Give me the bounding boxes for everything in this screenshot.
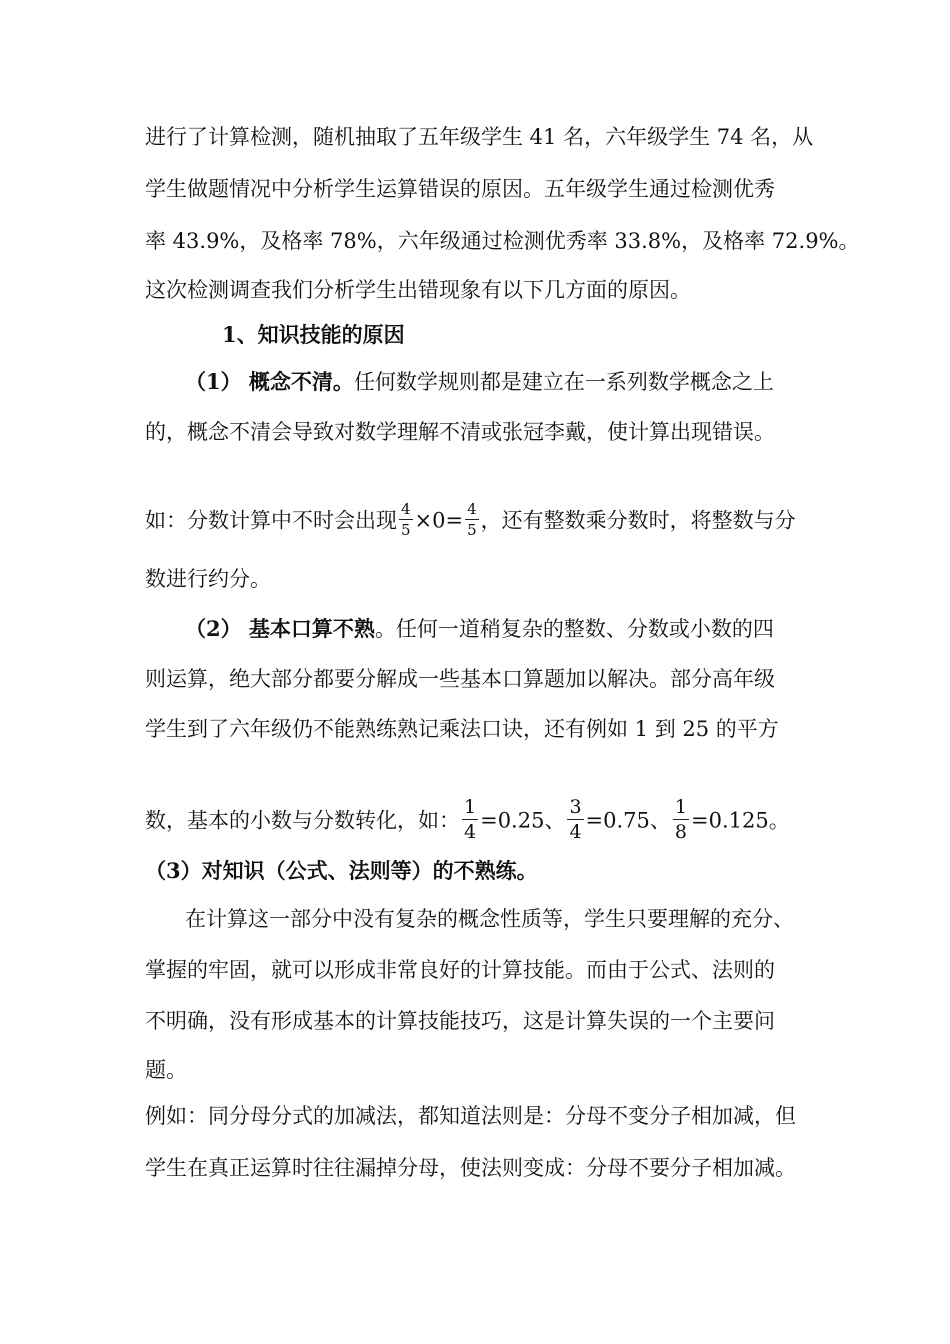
example3-line-1: 例如：同分母分式的加减法，都知道法则是：分母不变分子相加减，但 [145, 1104, 796, 1128]
fraction-value: =0.125。 [691, 808, 790, 833]
fraction-one-eighth [673, 798, 689, 842]
fraction-denominator: 4 [569, 821, 582, 843]
fraction-denominator: 5 [467, 521, 477, 539]
example1-prefix: 如：分数计算中不时会出现 [145, 508, 397, 533]
item1-line-1 [185, 369, 774, 395]
example1-line-1 [145, 500, 796, 540]
item3-line-2: 掌握的牢固，就可以形成非常良好的计算技能。而由于公式、法则的 [145, 958, 775, 982]
item2-line-2: 则运算，绝大部分都要分解成一些基本口算题加以解决。部分高年级 [145, 667, 775, 691]
fraction-one-quarter [462, 798, 478, 842]
item3-line-3: 不明确，没有形成基本的计算技能技巧，这是计算失误的一个主要问 [145, 1009, 775, 1033]
item2-line-3: 学生到了六年级仍不能熟练熟记乘法口诀，还有例如 1 到 25 的平方 [145, 717, 779, 741]
item3-line-4: 题。 [145, 1058, 187, 1082]
intro-line-4: 这次检测调查我们分析学生出错现象有以下几方面的原因。 [145, 278, 691, 302]
example1-line-2: 数进行约分。 [145, 567, 271, 591]
fraction-three-quarters [567, 798, 583, 842]
item2-line-4 [145, 796, 790, 844]
fraction-numerator: 4 [401, 500, 411, 518]
item2-line4-prefix: 数，基本的小数与分数转化，如： [145, 808, 460, 833]
fraction-denominator: 5 [401, 521, 411, 539]
item1-label: （1） 概念不清。 [185, 369, 354, 394]
example1-suffix: ，还有整数乘分数时，将整数与分 [480, 508, 796, 533]
intro-line-1: 进行了计算检测，随机抽取了五年级学生 41 名，六年级学生 74 名，从 [145, 125, 814, 149]
fraction-four-fifths [399, 502, 413, 538]
fraction-four-fifths-result [465, 502, 479, 538]
fraction-value: =0.25、 [480, 808, 566, 833]
fraction-denominator: 8 [674, 821, 687, 843]
item3-line-1: 在计算这一部分中没有复杂的概念性质等，学生只要理解的充分、 [185, 907, 794, 931]
example1-mid: ×0= [414, 508, 464, 533]
example3-line-2: 学生在真正运算时往往漏掉分母，使法则变成：分母不要分子相加减。 [145, 1156, 796, 1180]
fraction-numerator: 1 [674, 796, 687, 818]
fraction-numerator: 4 [467, 500, 477, 518]
item2-label: （2） 基本口算不熟 [185, 616, 375, 641]
fraction-numerator: 3 [569, 796, 582, 818]
item2-text: 。任何一道稍复杂的整数、分数或小数的四 [374, 617, 774, 641]
item3-heading: （3）对知识（公式、法则等）的不熟练。 [145, 858, 538, 883]
fraction-value: =0.75、 [585, 808, 671, 833]
intro-line-3: 率 43.9%，及格率 78%，六年级通过检测优秀率 33.8%，及格率 72.9%。 [145, 229, 860, 253]
intro-line-2: 学生做题情况中分析学生运算错误的原因。五年级学生通过检测优秀 [145, 177, 775, 201]
item1-line-2: 的，概念不清会导致对数学理解不清或张冠李戴，使计算出现错误。 [145, 420, 775, 444]
section-heading: 1、知识技能的原因 [222, 322, 405, 347]
fraction-denominator: 4 [464, 821, 477, 843]
item2-line-1 [185, 616, 774, 642]
item1-text: 任何数学规则都是建立在一系列数学概念之上 [353, 370, 774, 394]
fraction-numerator: 1 [464, 796, 477, 818]
